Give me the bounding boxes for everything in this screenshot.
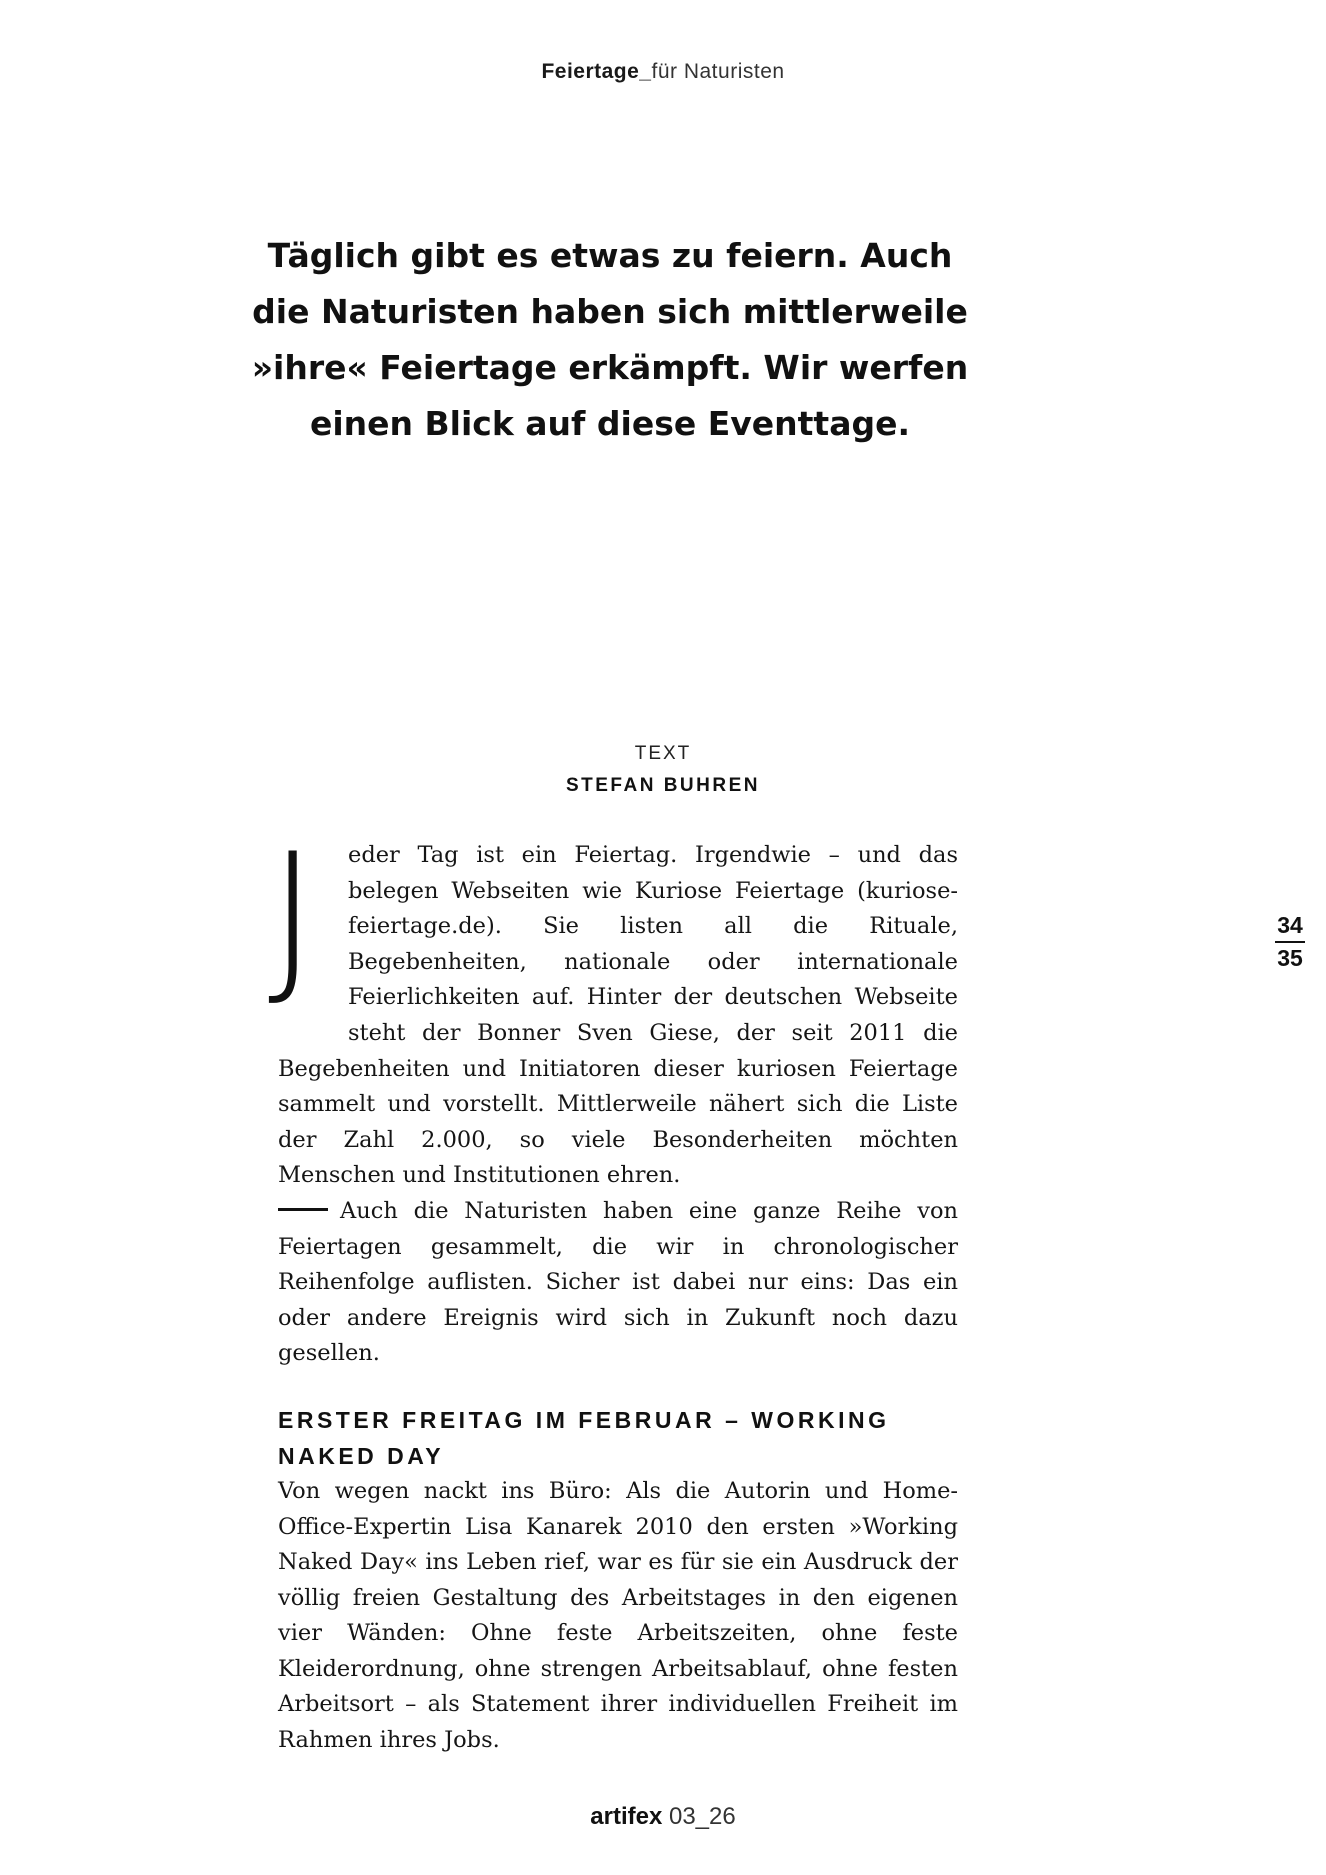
paragraph-1-text: eder Tag ist ein Feiertag. Irgendwie – und das belegen Webseiten wie Kuriose Feiertage (kuriose-feiertage.de). Sie listen all die Rituale, Begebenheiten, nationale oder internationale Feierlichkeiten auf. Hinter der deutschen Webseite steht der Bonner Sven Giese, der seit 2011 die Begebenheiten und Initiatoren dieser kuriosen Feiertage sammelt und vorstellt. Mittlerweile nähert sich die Liste der Zahl 2.000, so viele Besonderheiten möchten Menschen und Institutionen ehren. (278, 842, 958, 1189)
page-footer (0, 1803, 1326, 1831)
article-lead: Täglich gibt es etwas zu feiern. Auch die Naturisten haben sich mittlerweile »ihre« Feiertage erkämpft. Wir werfen einen Blick auf diese Eventtage. (251, 236, 969, 443)
article-paragraph-1 (268, 817, 958, 1194)
page-numbers (1272, 912, 1308, 972)
page-number-left: 34 (1277, 912, 1303, 938)
byline-author: STEFAN BUHREN (565, 775, 760, 796)
issue-number: 03_26 (662, 1803, 736, 1830)
paragraph-dash-icon (278, 1208, 328, 1211)
article-paragraph-3: Von wegen nackt ins Büro: Als die Autorin und Home-Office-Expertin Lisa Kanarek 2010 den ersten »Working Naked Day« ins Leben rief, war es für sie ein Ausdruck der völlig freien Gestaltung des Arbeitstages in den eigenen vier Wänden: Ohne feste Arbeitszeiten, ohne feste Kleiderordnung, ohne strengen Arbeitsablauf, ohne festen Arbeitsort – als Statement ihrer individuellen Freiheit im Rahmen ihres Jobs. (278, 1477, 958, 1754)
magazine-brand: artifex (590, 1803, 663, 1830)
article-paragraph-2 (278, 1194, 958, 1372)
running-header (0, 60, 1326, 84)
article-body (268, 817, 958, 1759)
byline-label: TEXT (634, 743, 692, 764)
page-number-right: 35 (1277, 945, 1303, 971)
header-section-title: Feiertage_ (541, 60, 652, 83)
paragraph-2-text: Auch die Naturisten haben eine ganze Reihe von Feiertagen gesammelt, die wir in chronologischer Reihenfolge auflisten. Sicher ist dabei nur eins: Das ein oder andere Ereignis wird sich in Zukunft noch dazu gesellen. (278, 1197, 958, 1367)
header-section-subtitle: für Naturisten (651, 60, 785, 83)
byline (0, 738, 1326, 802)
drop-cap: J (268, 817, 318, 1013)
section-subhead: ERSTER FREITAG IM FEBRUAR – WORKING NAKED DAY (278, 1406, 890, 1469)
page-number-divider (1275, 941, 1305, 943)
